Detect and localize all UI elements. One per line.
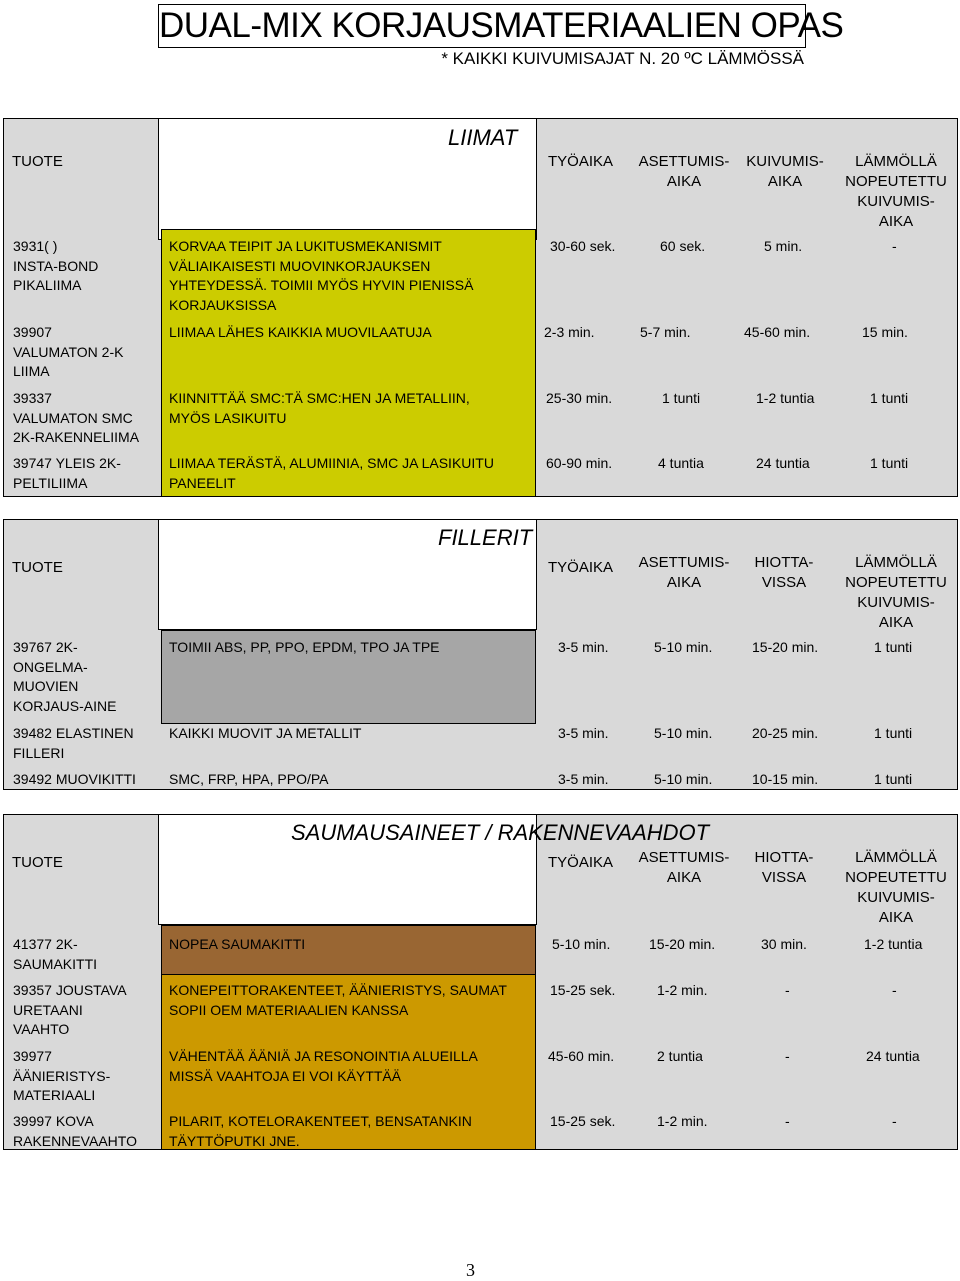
fillerit-row-0-tyoaika: 3-5 min. — [558, 639, 609, 655]
sauma-row-1-lammolla: - — [892, 982, 897, 998]
sauma-row-1-product: 39357 JOUSTAVA URETAANI VAAHTO — [13, 982, 127, 1037]
liimat-row-3-tyoaika: 60-90 min. — [546, 455, 613, 471]
liimat-col-lammolla: LÄMMÖLLÄ NOPEUTETTU KUIVUMIS- AIKA — [845, 153, 947, 230]
fillerit-row-0-desc: TOIMII ABS, PP, PPO, EPDM, TPO JA TPE — [169, 639, 440, 655]
sauma-title: SAUMAUSAINEET / RAKENNEVAAHDOT — [291, 820, 710, 845]
liimat-row-0-lammolla: - — [892, 238, 897, 254]
fillerit-row-1-desc: KAIKKI MUOVIT JA METALLIT — [169, 725, 362, 741]
sauma-row-0-lammolla: 1-2 tuntia — [864, 936, 923, 952]
sauma-row-3-product: 39997 KOVA RAKENNEVAAHTO — [13, 1113, 137, 1149]
fillerit-row-1-product: 39482 ELASTINEN FILLERI — [13, 725, 134, 761]
liimat-row-3-asettumis: 4 tuntia — [658, 455, 704, 471]
fillerit-col-asettumis: ASETTUMIS- AIKA — [638, 554, 730, 591]
sauma-row-3-desc: PILARIT, KOTELORAKENTEET, BENSATANKIN TÄYTTÖPUTKI JNE. — [169, 1113, 472, 1149]
liimat-row-2-tyoaika: 25-30 min. — [546, 390, 613, 406]
sauma-row-2-hiotta: - — [785, 1048, 790, 1064]
liimat-col-kuivumis: KUIVUMIS- AIKA — [746, 153, 824, 190]
sauma-row-2-tyoaika: 45-60 min. — [548, 1048, 615, 1064]
liimat-row-0-asettumis: 60 sek. — [660, 238, 706, 254]
sauma-row-3-asettumis: 1-2 min. — [657, 1113, 708, 1129]
liimat-row-1-lammolla: 15 min. — [862, 324, 908, 340]
fillerit-row-0-hiotta: 15-20 min. — [752, 639, 819, 655]
fillerit-row-1-hiotta: 20-25 min. — [752, 725, 819, 741]
liimat-row-1-tyoaika: 2-3 min. — [544, 324, 595, 340]
fillerit-row-1-lammolla: 1 tunti — [874, 725, 913, 741]
sauma-row-1-asettumis: 1-2 min. — [657, 982, 708, 998]
fillerit-row-0-product: 39767 2K- ONGELMA- MUOVIEN KORJAUS-AINE — [13, 639, 117, 714]
liimat-col-tyoaika: TYÖAIKA — [548, 153, 614, 170]
liimat-row-2-desc: KIINNITTÄÄ SMC:TÄ SMC:HEN JA METALLIIN, MYÖS LASIKUITU — [169, 390, 470, 426]
fillerit-row-0-asettumis: 5-10 min. — [654, 639, 713, 655]
sauma-row-0-tyoaika: 5-10 min. — [552, 936, 611, 952]
fillerit-row-1-asettumis: 5-10 min. — [654, 725, 713, 741]
liimat-row-0-kuivumis: 5 min. — [764, 238, 803, 254]
sauma-row-1-hiotta: - — [785, 982, 790, 998]
liimat-row-2-lammolla: 1 tunti — [870, 390, 909, 406]
liimat-row-2-asettumis: 1 tunti — [662, 390, 701, 406]
fillerit-col-tyoaika: TYÖAIKA — [548, 559, 614, 576]
sauma-row-0-asettumis: 15-20 min. — [649, 936, 716, 952]
liimat-row-3-lammolla: 1 tunti — [870, 455, 909, 471]
page-title: DUAL-MIX KORJAUSMATERIAALIEN OPAS — [158, 4, 806, 48]
liimat-row-3-product: 39747 YLEIS 2K- PELTILIIMA — [13, 455, 121, 491]
sauma-row-1-tyoaika: 15-25 sek. — [550, 982, 616, 998]
fillerit-title: FILLERIT — [438, 525, 533, 550]
sauma-row-2-lammolla: 24 tuntia — [866, 1048, 920, 1064]
sauma-row-0-desc: NOPEA SAUMAKITTI — [169, 936, 306, 952]
sauma-row-2-asettumis: 2 tuntia — [657, 1048, 703, 1064]
sauma-col-tyoaika: TYÖAIKA — [548, 854, 614, 871]
liimat-row-3-kuivumis: 24 tuntia — [756, 455, 810, 471]
fillerit-row-0-lammolla: 1 tunti — [874, 639, 913, 655]
sauma-col-asettumis: ASETTUMIS- AIKA — [638, 849, 730, 886]
fillerit-col-tuote: TUOTE — [12, 559, 63, 576]
fillerit-row-2-hiotta: 10-15 min. — [752, 771, 819, 787]
sauma-col-hiotta: HIOTTA- VISSA — [754, 849, 814, 886]
liimat-row-2-product: 39337 VALUMATON SMC 2K-RAKENNELIIMA — [13, 390, 140, 445]
sauma-row-2-product: 39977 ÄÄNIERISTYS- MATERIAALI — [13, 1048, 111, 1103]
fillerit-row-2-desc: SMC, FRP, HPA, PPO/PA — [169, 771, 329, 787]
sauma-section — [3, 814, 958, 1150]
liimat-row-1-desc: LIIMAA LÄHES KAIKKIA MUOVILAATUJA — [169, 324, 432, 340]
liimat-section — [3, 118, 958, 497]
page-number: 3 — [466, 1260, 475, 1280]
liimat-row-1-asettumis: 5-7 min. — [640, 324, 691, 340]
sauma-row-2-desc: VÄHENTÄÄ ÄÄNIÄ JA RESONOINTIA ALUEILLA MISSÄ VAAHTOJA EI VOI KÄYTTÄÄ — [169, 1048, 478, 1084]
fillerit-section — [3, 519, 958, 790]
fillerit-row-2-lammolla: 1 tunti — [874, 771, 913, 787]
page-subtitle: * KAIKKI KUIVUMISAJAT N. 20 ºC LÄMMÖSSÄ — [441, 49, 804, 68]
liimat-col-tuote: TUOTE — [12, 153, 63, 170]
liimat-title: LIIMAT — [448, 125, 518, 150]
liimat-row-2-kuivumis: 1-2 tuntia — [756, 390, 815, 406]
sauma-col-tuote: TUOTE — [12, 854, 63, 871]
fillerit-row-2-asettumis: 5-10 min. — [654, 771, 713, 787]
sauma-row-3-lammolla: - — [892, 1113, 897, 1129]
fillerit-row-1-tyoaika: 3-5 min. — [558, 725, 609, 741]
sauma-row-3-tyoaika: 15-25 sek. — [550, 1113, 616, 1129]
sauma-row-3-hiotta: - — [785, 1113, 790, 1129]
liimat-row-0-product: 3931( ) INSTA-BOND PIKALIIMA — [13, 238, 99, 293]
sauma-col-lammolla: LÄMMÖLLÄ NOPEUTETTU KUIVUMIS- AIKA — [845, 849, 947, 926]
liimat-row-0-desc: KORVAA TEIPIT JA LUKITUSMEKANISMIT VÄLIAIKAISESTI MUOVINKORJAUKSEN YHTEYDESSÄ. TOIMII MYÖS HYVIN PIENISSÄ KORJAUKSISSA — [169, 238, 474, 313]
fillerit-row-2-product: 39492 MUOVIKITTI — [13, 771, 136, 787]
liimat-col-asettumis: ASETTUMIS- AIKA — [638, 153, 730, 190]
fillerit-col-lammolla: LÄMMÖLLÄ NOPEUTETTU KUIVUMIS- AIKA — [845, 554, 947, 631]
sauma-row-0-hiotta: 30 min. — [761, 936, 807, 952]
fillerit-col-hiotta: HIOTTA- VISSA — [754, 554, 814, 591]
sauma-row-0-product: 41377 2K- SAUMAKITTI — [13, 936, 98, 972]
liimat-row-1-product: 39907 VALUMATON 2-K LIIMA — [13, 324, 124, 379]
liimat-row-3-desc: LIIMAA TERÄSTÄ, ALUMIINIA, SMC JA LASIKUITU PANEELIT — [169, 455, 494, 491]
liimat-row-0-tyoaika: 30-60 sek. — [550, 238, 616, 254]
liimat-row-1-kuivumis: 45-60 min. — [744, 324, 811, 340]
sauma-row-1-desc: KONEPEITTORAKENTEET, ÄÄNIERISTYS, SAUMAT SOPII OEM MATERIAALIEN KANSSA — [169, 982, 507, 1018]
fillerit-row-2-tyoaika: 3-5 min. — [558, 771, 609, 787]
